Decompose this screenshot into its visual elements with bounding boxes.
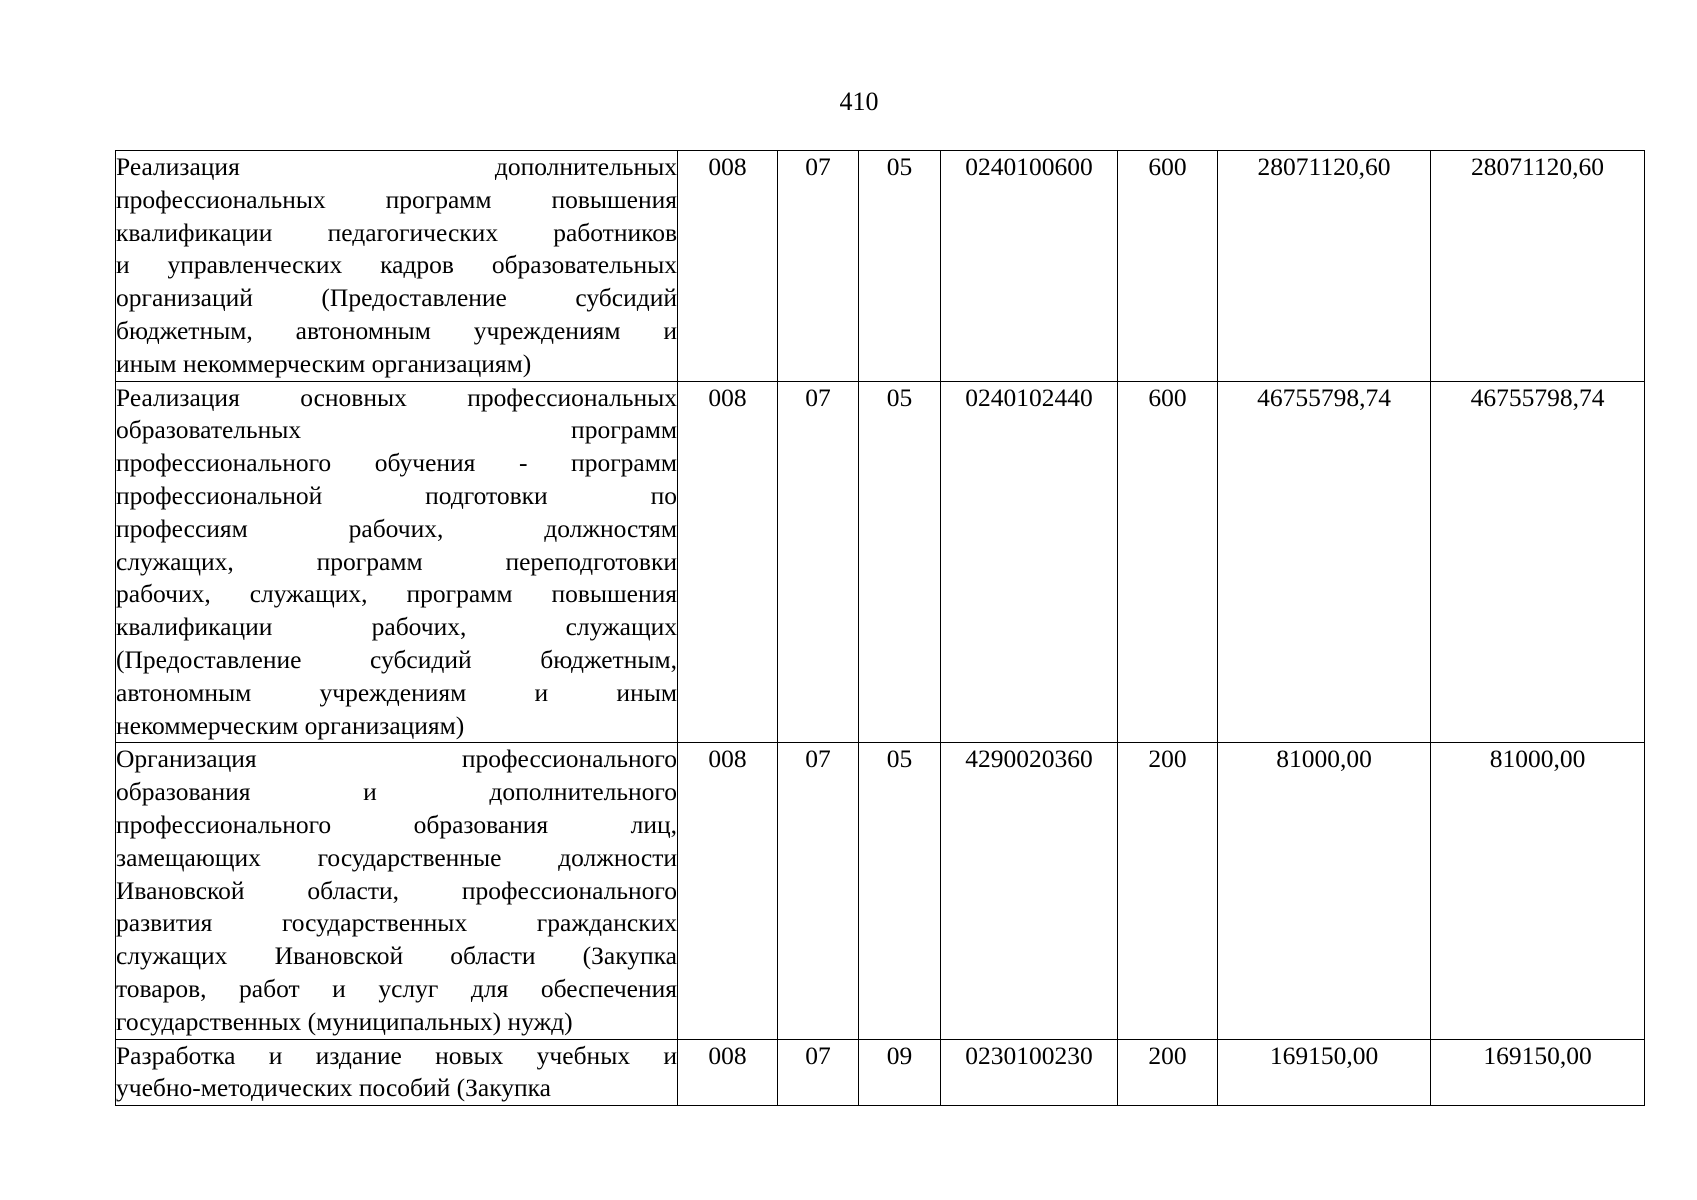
subsection-code-cell: 05 xyxy=(859,381,941,743)
description-cell xyxy=(116,151,678,382)
subsection-code-cell: 09 xyxy=(859,1039,941,1106)
description-line: организаций (Предоставление субсидий xyxy=(116,283,677,313)
expense-type-cell: 200 xyxy=(1118,743,1218,1039)
description-line: Ивановской области, профессионального xyxy=(116,875,677,905)
amount-2-cell: 169150,00 xyxy=(1431,1039,1645,1106)
section-code-cell: 07 xyxy=(778,151,859,382)
expense-type-cell: 200 xyxy=(1118,1039,1218,1106)
description-line: и управленческих кадров образовательных xyxy=(116,250,677,280)
description-line: профессиям рабочих, должностям xyxy=(116,513,677,543)
amount-2-cell: 46755798,74 xyxy=(1431,381,1645,743)
amount-2-cell: 28071120,60 xyxy=(1431,151,1645,382)
description-line: квалификации педагогических работников xyxy=(116,217,677,247)
description-line: квалификации рабочих, служащих xyxy=(116,612,677,642)
amount-2-cell: 81000,00 xyxy=(1431,743,1645,1039)
page-number: 410 xyxy=(839,87,879,116)
description-line: некоммерческим организациям) xyxy=(116,710,465,740)
description-line: (Предоставление субсидий бюджетным, xyxy=(116,644,677,674)
section-code-cell: 07 xyxy=(778,381,859,743)
table-row xyxy=(116,381,1645,743)
expense-type-cell: 600 xyxy=(1118,381,1218,743)
description-line: Разработка и издание новых учебных и xyxy=(116,1040,677,1070)
target-article-cell: 0240100600 xyxy=(941,151,1118,382)
description-line: образования и дополнительного xyxy=(116,777,677,807)
description-line: профессионального образования лиц, xyxy=(116,809,677,839)
target-article-cell: 4290020360 xyxy=(941,743,1118,1039)
description-line: профессиональных программ повышения xyxy=(116,184,677,214)
description-line: профессионального обучения - программ xyxy=(116,448,677,478)
ministry-code-cell: 008 xyxy=(678,151,778,382)
description-line: Реализация основных профессиональных xyxy=(116,382,677,412)
ministry-code-cell: 008 xyxy=(678,1039,778,1106)
description-line: учебно-методических пособий (Закупка xyxy=(116,1073,551,1103)
amount-1-cell: 46755798,74 xyxy=(1218,381,1431,743)
amount-1-cell: 28071120,60 xyxy=(1218,151,1431,382)
ministry-code-cell: 008 xyxy=(678,743,778,1039)
description-line: служащих Ивановской области (Закупка xyxy=(116,941,677,971)
table-row xyxy=(116,743,1645,1039)
description-line: профессиональной подготовки по xyxy=(116,480,677,510)
table-body xyxy=(116,151,1645,1106)
subsection-code-cell: 05 xyxy=(859,743,941,1039)
target-article-cell: 0240102440 xyxy=(941,381,1118,743)
description-cell xyxy=(116,1039,678,1106)
budget-table xyxy=(115,150,1645,1106)
description-line: иным некоммерческим организациям) xyxy=(116,348,532,378)
description-line: замещающих государственные должности xyxy=(116,842,677,872)
description-line: Организация профессионального xyxy=(116,744,677,774)
expense-type-cell: 600 xyxy=(1118,151,1218,382)
ministry-code-cell: 008 xyxy=(678,381,778,743)
description-line: рабочих, служащих, программ повышения xyxy=(116,579,677,609)
description-cell xyxy=(116,381,678,743)
description-cell xyxy=(116,743,678,1039)
target-article-cell: 0230100230 xyxy=(941,1039,1118,1106)
section-code-cell: 07 xyxy=(778,743,859,1039)
amount-1-cell: 169150,00 xyxy=(1218,1039,1431,1106)
description-line: служащих, программ переподготовки xyxy=(116,546,677,576)
description-line: государственных (муниципальных) нужд) xyxy=(116,1006,573,1036)
section-code-cell: 07 xyxy=(778,1039,859,1106)
description-line: развития государственных гражданских xyxy=(116,908,677,938)
description-line: автономным учреждениям и иным xyxy=(116,677,677,707)
description-line: товаров, работ и услуг для обеспечения xyxy=(116,973,677,1003)
description-line: бюджетным, автономным учреждениям и xyxy=(116,315,677,345)
subsection-code-cell: 05 xyxy=(859,151,941,382)
amount-1-cell: 81000,00 xyxy=(1218,743,1431,1039)
description-line: Реализация дополнительных xyxy=(116,152,677,181)
table-row xyxy=(116,151,1645,382)
description-line: образовательных программ xyxy=(116,415,677,445)
table-row xyxy=(116,1039,1645,1106)
